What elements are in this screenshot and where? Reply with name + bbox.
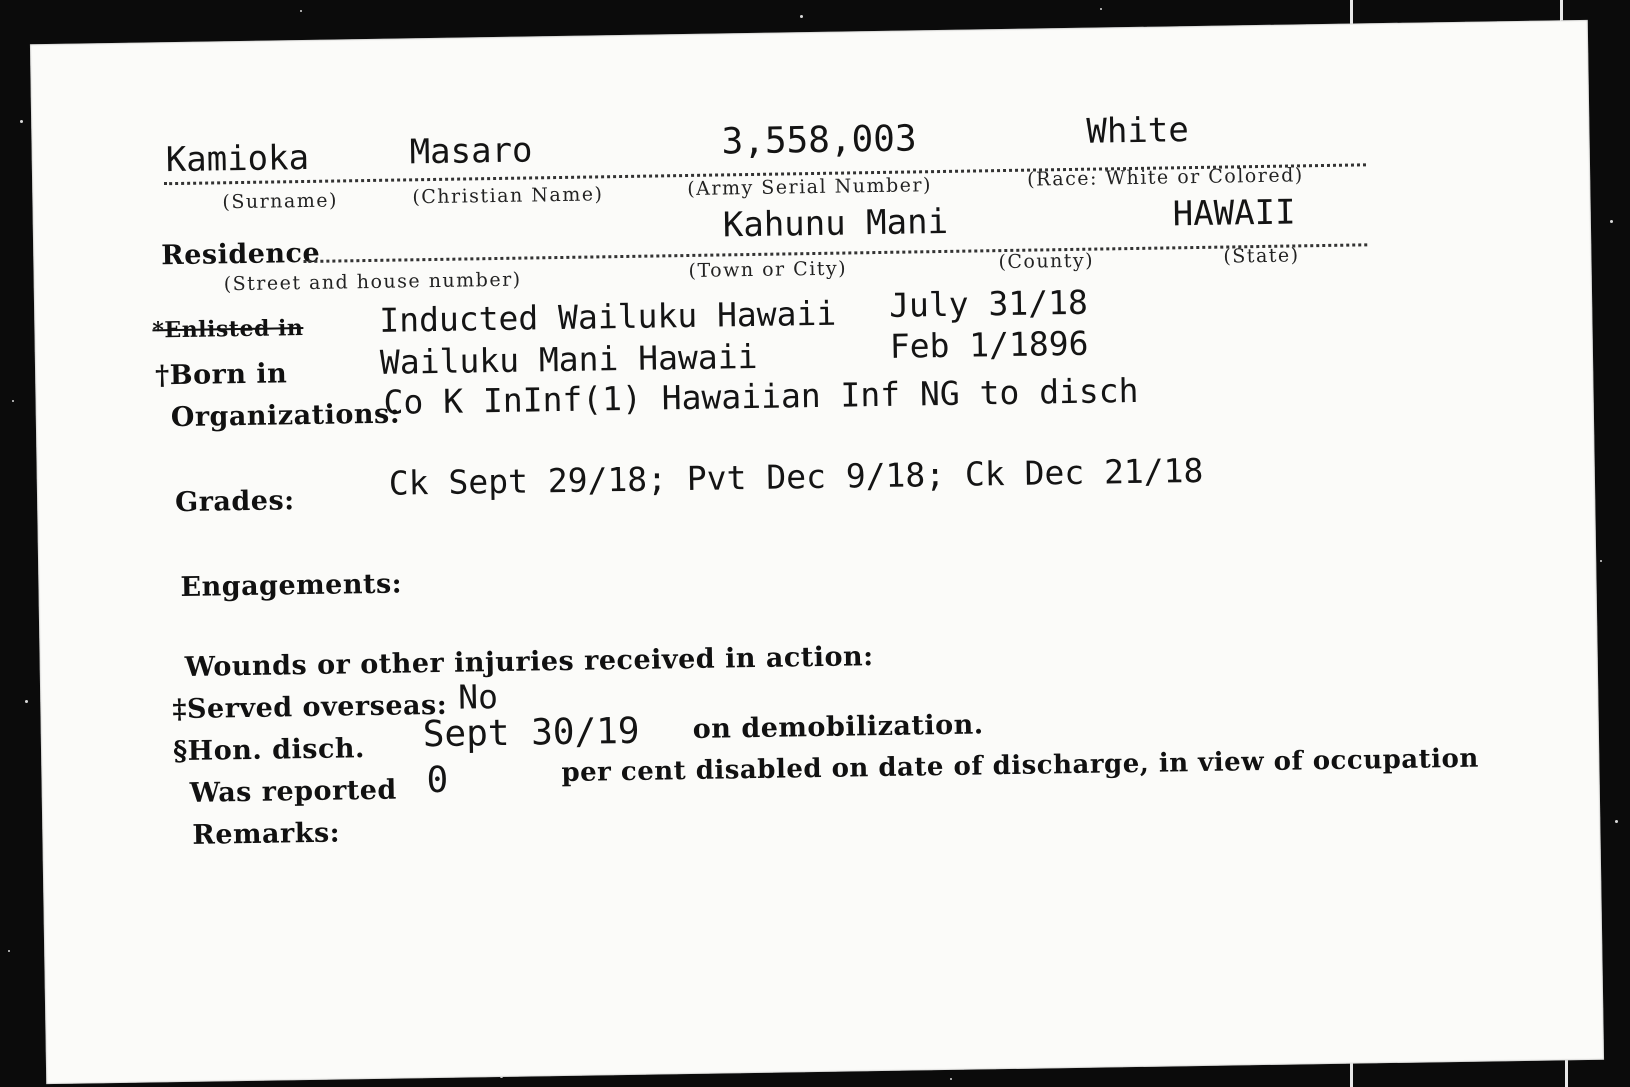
town-caption: (Town or City): [688, 257, 848, 282]
enlisted-label: *Enlisted in: [152, 315, 304, 344]
hon-disch-suffix: on demobilization.: [692, 709, 984, 745]
dust-speck: [8, 950, 10, 952]
reported-suffix: per cent disabled on date of discharge, in view of occupation: [561, 743, 1479, 789]
hon-disch-label: §Hon. disch.: [172, 733, 366, 768]
dust-speck: [950, 1078, 952, 1080]
dust-speck: [12, 400, 14, 402]
served-overseas-value: No: [457, 677, 499, 717]
residence-label: Residence: [161, 237, 321, 272]
dust-speck: [300, 10, 302, 12]
born-label: †Born in: [154, 358, 288, 392]
reported-value: 0: [426, 759, 449, 802]
hon-disch-value: Sept 30/19: [422, 710, 640, 756]
organizations-label: Organizations:: [170, 398, 401, 434]
dust-speck: [800, 15, 803, 18]
state-caption: (State): [1223, 244, 1300, 268]
town-value: Kahunu Mani: [722, 201, 949, 246]
race-caption: (Race: White or Colored): [1027, 164, 1304, 191]
enlisted-value: Inducted Wailuku Hawaii: [379, 293, 837, 340]
dust-speck: [20, 120, 23, 123]
christian-name-value: Masaro: [409, 130, 533, 173]
grades-value: Ck Sept 29/18; Pvt Dec 9/18; Ck Dec 21/18: [388, 450, 1204, 503]
enlisted-date: July 31/18: [888, 282, 1089, 325]
organizations-value: Co K InInf(1) Hawaiian Inf NG to disch: [383, 370, 1139, 422]
dust-speck: [1610, 220, 1613, 223]
christian-name-caption: (Christian Name): [412, 183, 604, 209]
county-caption: (County): [998, 249, 1095, 274]
dust-speck: [1100, 8, 1102, 10]
born-date: Feb 1/1896: [889, 323, 1089, 366]
race-value: White: [1086, 110, 1190, 152]
wounds-label: Wounds or other injuries received in action:: [184, 641, 874, 683]
serial-number-caption: (Army Serial Number): [687, 174, 933, 200]
engagements-label: Engagements:: [180, 568, 403, 604]
surname-caption: (Surname): [222, 189, 339, 214]
street-caption: (Street and house number): [223, 268, 522, 296]
grades-label: Grades:: [174, 485, 295, 519]
born-value: Wailuku Mani Hawaii: [379, 336, 758, 382]
dust-speck: [25, 700, 28, 703]
served-overseas-label: ‡Served overseas:: [172, 689, 448, 726]
service-record-card: [30, 20, 1604, 1084]
surname-value: Kamioka: [165, 137, 310, 181]
reported-label: Was reported: [189, 774, 398, 809]
dust-speck: [1600, 560, 1602, 562]
serial-number-value: 3,558,003: [721, 118, 917, 163]
dust-speck: [1615, 820, 1618, 823]
remarks-label: Remarks:: [192, 817, 341, 851]
state-value: HAWAII: [1172, 192, 1296, 235]
